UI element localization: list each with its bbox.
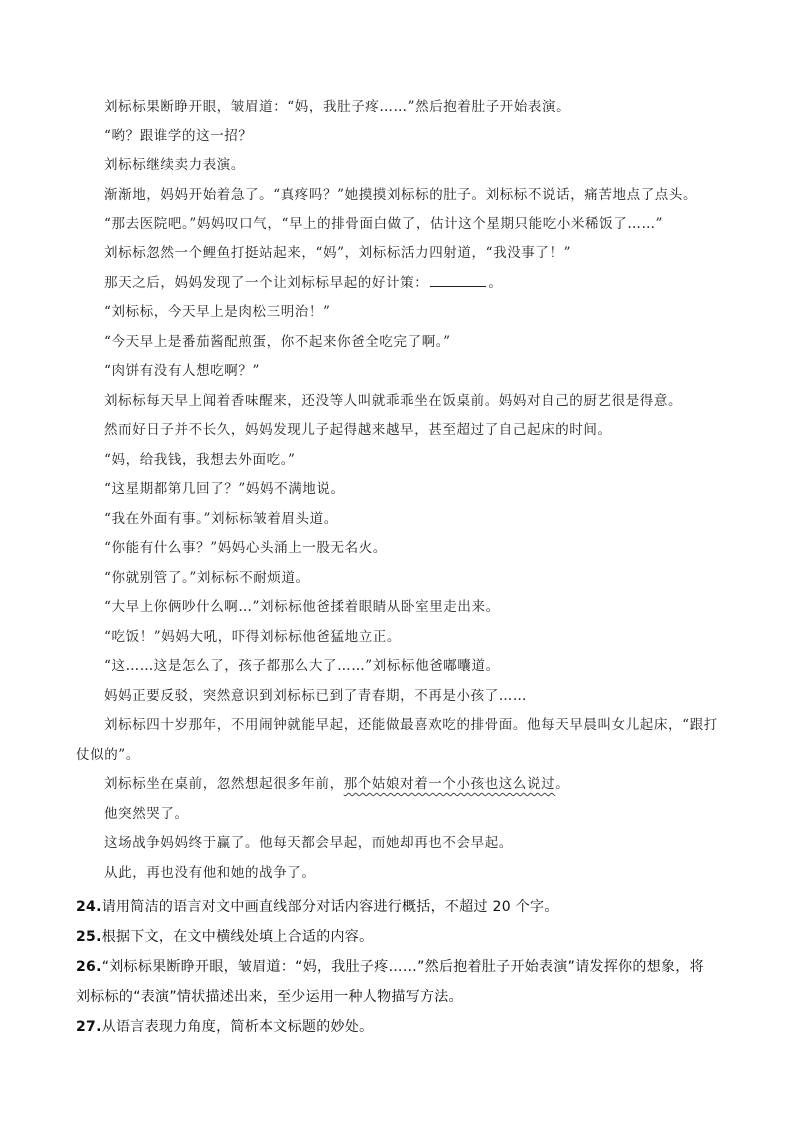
paragraph-text: 那天之后，妈妈发现了一个让刘标标早起的好计策： <box>104 275 429 291</box>
paragraph: 从此，再也没有他和她的战争了。 <box>104 865 316 881</box>
paragraph: 刘标标继续卖力表演。 <box>104 157 245 173</box>
question-number: 27. <box>76 1019 102 1035</box>
question-text: 请用简洁的语言对文中画直线部分对话内容进行概括，不超过 20 个字。 <box>101 899 559 915</box>
paragraph-continuation: 仗似的”。 <box>76 747 140 763</box>
paragraph: “那去医院吧。”妈妈叹口气，“早上的排骨面白做了，估计这个星期只能吃小米稀饭了……” <box>104 216 664 232</box>
paragraph: 他突然哭了。 <box>104 806 189 822</box>
paragraph: 刘标标每天早上闻着香味醒来，还没等人叫就乖乖坐在饭桌前。妈妈对自己的厨艺很是得意。 <box>104 393 683 409</box>
paragraph-text: 。 <box>555 776 570 792</box>
paragraph: “吃饭！”妈妈大吼，吓得刘标标他爸猛地立正。 <box>104 629 402 645</box>
question-text: 从语言表现力角度，简析本文标题的妙处。 <box>101 1019 374 1035</box>
paragraph: “刘标标，今天早上是肉松三明治！” <box>104 304 331 320</box>
paragraph: 妈妈正要反驳，突然意识到刘标标已到了青春期，不再是小孩了…… <box>104 688 527 704</box>
paragraph: 刘标标忽然一个鲤鱼打挺站起来，“妈”，刘标标活力四射道，“我没事了！” <box>104 245 572 261</box>
paragraph-with-underline <box>104 775 569 793</box>
paragraph-text: 。 <box>488 275 503 291</box>
question-26-continuation: 刘标标的“表演”情状描述出来，至少运用一种人物描写方法。 <box>76 989 463 1005</box>
question-25 <box>76 928 373 946</box>
question-27 <box>76 1018 373 1036</box>
paragraph: 然而好日子并不长久，妈妈发现儿子起得越来越早，甚至超过了自己起床的时间。 <box>104 422 612 438</box>
question-text: 根据下文，在文中横线处填上合适的内容。 <box>101 929 374 945</box>
paragraph: “妈，给我钱，我想去外面吃。” <box>104 452 296 468</box>
paragraph: “你就别管了。”刘标标不耐烦道。 <box>104 570 310 586</box>
paragraph: “今天早上是番茄酱配煎蛋，你不起来你爸全吃完了啊。” <box>104 334 451 350</box>
fill-in-blank <box>430 274 486 287</box>
paragraph: “肉饼有没有人想吃啊？” <box>104 363 261 379</box>
question-number: 25. <box>76 929 102 945</box>
question-26 <box>76 958 704 976</box>
paragraph-text: 刘标标坐在桌前，忽然想起很多年前， <box>104 776 344 792</box>
paragraph: “这星期都第几回了？”妈妈不满地说。 <box>104 481 345 497</box>
paragraph: 刘标标果断睁开眼，皱眉道：“妈，我肚子疼……”然后抱着肚子开始表演。 <box>104 99 571 115</box>
paragraph: 这场战争妈妈终于赢了。他每天都会早起，而她却再也不会早起。 <box>104 835 513 851</box>
paragraph: “我在外面有事。”刘标标皱着眉头道。 <box>104 511 338 527</box>
question-number: 26. <box>76 959 102 975</box>
paragraph-with-blank <box>104 274 502 292</box>
question-text: “刘标标果断睁开眼，皱眉道：“妈，我肚子疼……”然后抱着肚子开始表演”请发挥你的想象，将 <box>101 959 704 975</box>
paragraph: 渐渐地，妈妈开始着急了。“真疼吗？”她摸摸刘标标的肚子。刘标标不说话，痛苦地点了点头。 <box>104 187 698 203</box>
paragraph: “你能有什么事？”妈妈心头涌上一股无名火。 <box>104 540 387 556</box>
question-24 <box>76 898 559 916</box>
underlined-text: 那个姑娘对着一个小孩也这么说过 <box>343 776 556 792</box>
paragraph: “这……这是怎么了，孩子都那么大了……”刘标标他爸嘟囔道。 <box>104 658 500 674</box>
paragraph: 刘标标四十岁那年，不用闹钟就能早起，还能做最喜欢吃的排骨面。他每天早晨叫女儿起床，“跟打 <box>104 717 718 733</box>
question-number: 24. <box>76 899 102 915</box>
paragraph: “哟？跟谁学的这一招？ <box>104 128 253 144</box>
paragraph: “大早上你俩吵什么啊…”刘标标他爸揉着眼睛从卧室里走出来。 <box>104 599 500 615</box>
